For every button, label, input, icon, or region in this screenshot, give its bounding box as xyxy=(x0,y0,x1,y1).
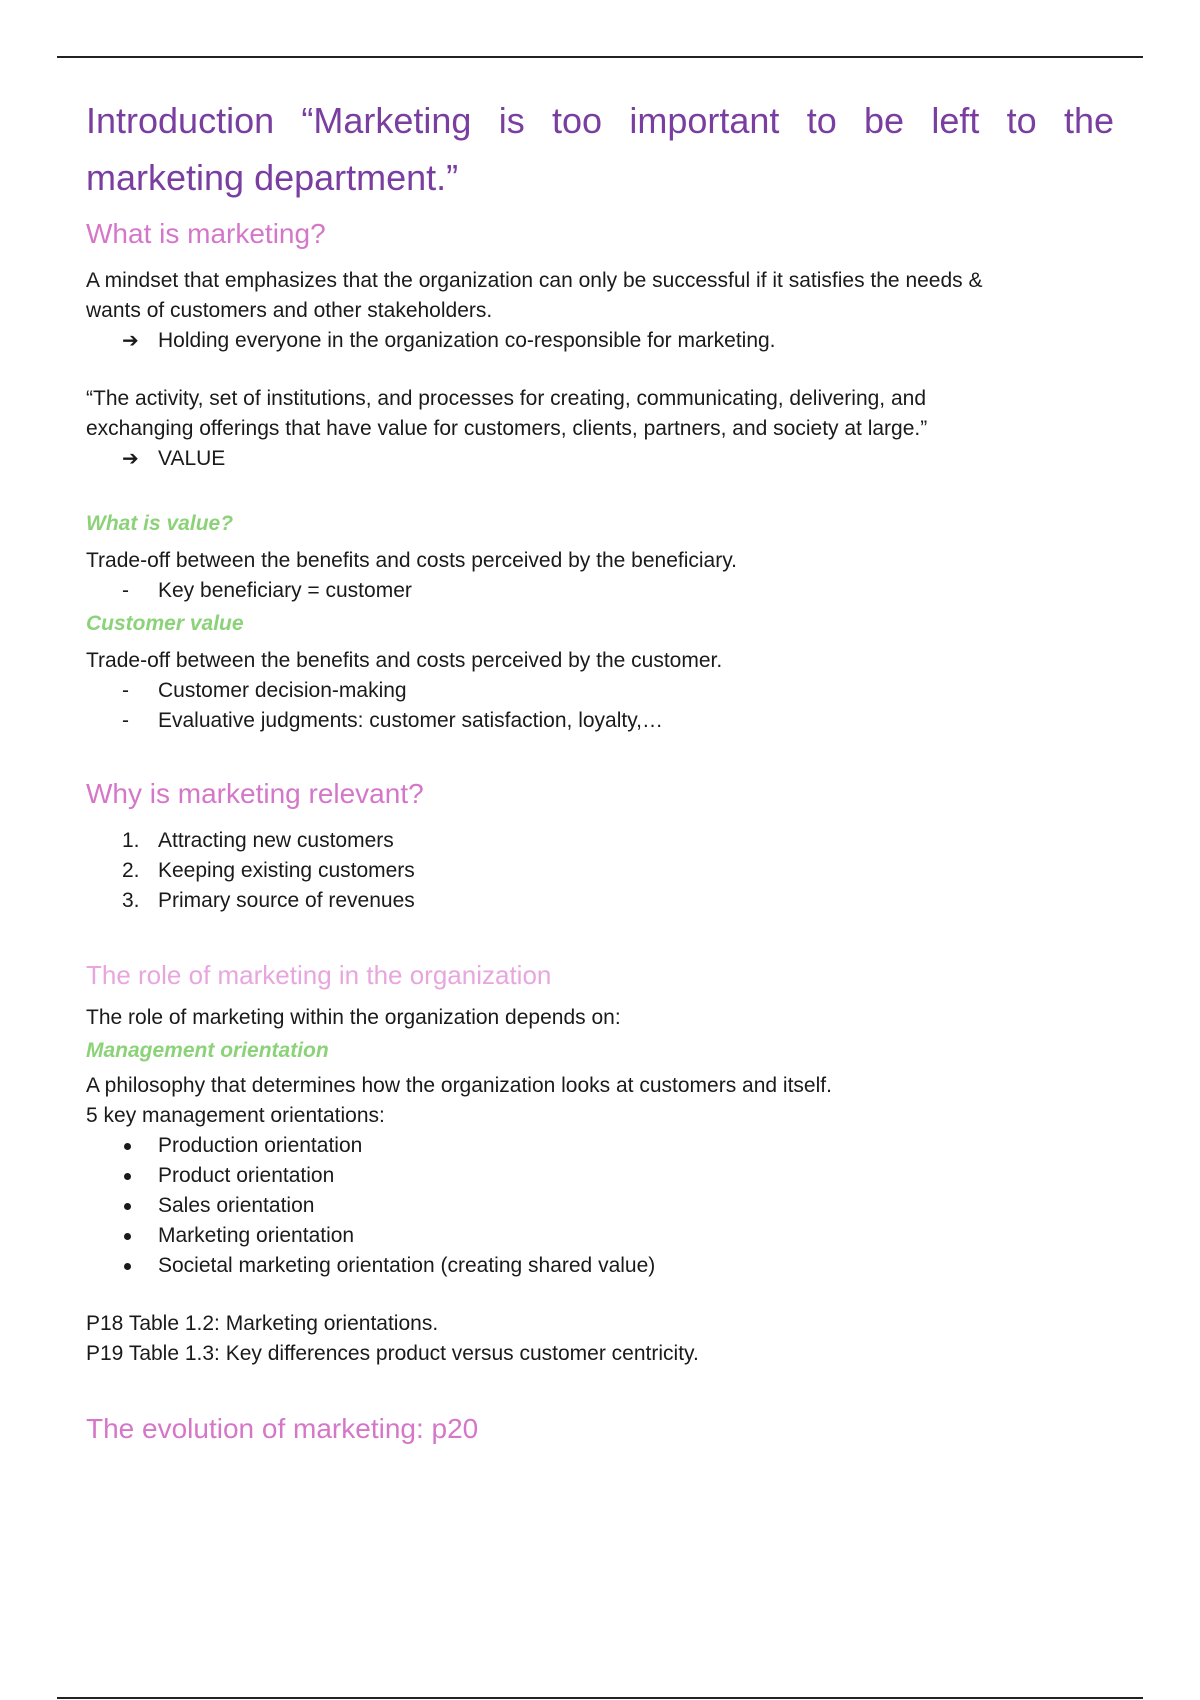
list-item-text: Evaluative judgments: customer satisfaction, loyalty,… xyxy=(158,709,663,732)
marketing-definition xyxy=(86,266,1114,356)
bullet-icon xyxy=(124,1263,131,1270)
heading-why-relevant: Why is marketing relevant? xyxy=(86,778,424,809)
top-rule xyxy=(57,56,1143,58)
list-item-text: Keeping existing customers xyxy=(158,859,415,882)
dash-marker: - xyxy=(122,679,129,702)
table-reference-2: P19 Table 1.3: Key differences product versus customer centricity. xyxy=(86,1342,699,1365)
list-item-text: Primary source of revenues xyxy=(158,889,415,912)
quote-line-2: exchanging offerings that have value for customers, clients, partners, and society at large.” xyxy=(86,417,928,440)
arrow-icon: ➔ xyxy=(122,330,139,352)
list-item-text: Customer decision-making xyxy=(158,679,407,702)
page-title xyxy=(86,92,1114,206)
list-item-text: Production orientation xyxy=(158,1134,363,1157)
quote-line-1: “The activity, set of institutions, and processes for creating, communicating, delivering, and xyxy=(86,387,927,410)
orientation-definition: A philosophy that determines how the organization looks at customers and itself. xyxy=(86,1074,832,1097)
bullet-icon xyxy=(124,1173,131,1180)
bottom-rule xyxy=(57,1697,1143,1699)
number-marker: 1. xyxy=(122,829,140,852)
list-item xyxy=(86,886,1114,916)
document-body xyxy=(86,92,1114,1445)
marketing-quote xyxy=(86,384,1114,474)
dash-marker: - xyxy=(122,709,129,732)
role-intro: The role of marketing within the organization depends on: xyxy=(86,1006,621,1029)
list-item xyxy=(86,826,1114,856)
list-item xyxy=(86,706,1114,736)
bullet-icon xyxy=(124,1203,131,1210)
value-list xyxy=(86,576,1114,606)
list-item xyxy=(86,1161,1114,1191)
bullet-icon xyxy=(124,1233,131,1240)
dash-marker: - xyxy=(122,579,129,602)
list-item xyxy=(86,576,1114,606)
arrow-point-coresponsible xyxy=(86,326,1114,356)
arrow-point-value xyxy=(86,444,1114,474)
list-item-text: Societal marketing orientation (creating shared value) xyxy=(158,1254,656,1277)
heading-customer-value: Customer value xyxy=(86,612,244,635)
heading-management-orientation: Management orientation xyxy=(86,1039,329,1062)
list-item xyxy=(86,1191,1114,1221)
heading-evolution: The evolution of marketing: p20 xyxy=(86,1413,479,1444)
mindset-text-line-1: A mindset that emphasizes that the organization can only be successful if it satisfies the needs & xyxy=(86,269,983,292)
heading-what-is-marketing: What is marketing? xyxy=(86,218,326,249)
list-item xyxy=(86,676,1114,706)
heading-what-is-value: What is value? xyxy=(86,512,234,535)
arrow-icon: ➔ xyxy=(122,448,139,470)
list-item-text: Sales orientation xyxy=(158,1194,315,1217)
page-title-line-2: marketing department.” xyxy=(86,157,459,198)
heading-role-of-marketing: The role of marketing in the organization xyxy=(86,960,552,990)
arrow-point-text: VALUE xyxy=(158,447,226,470)
list-item-text: Product orientation xyxy=(158,1164,335,1187)
page-title-line-1: Introduction “Marketing is too important to be left to the xyxy=(86,100,1114,141)
bullet-icon xyxy=(124,1143,131,1150)
number-marker: 2. xyxy=(122,859,140,882)
arrow-point-text: Holding everyone in the organization co-responsible for marketing. xyxy=(158,329,776,352)
orientation-list xyxy=(86,1131,1114,1281)
mindset-text-line-2: wants of customers and other stakeholders. xyxy=(86,299,493,322)
list-item xyxy=(86,1251,1114,1281)
value-definition: Trade-off between the benefits and costs perceived by the beneficiary. xyxy=(86,549,737,572)
orientation-count: 5 key management orientations: xyxy=(86,1104,385,1127)
customer-value-list xyxy=(86,676,1114,736)
list-item-text: Key beneficiary = customer xyxy=(158,579,412,602)
list-item xyxy=(86,1131,1114,1161)
list-item-text: Attracting new customers xyxy=(158,829,394,852)
why-relevant-list xyxy=(86,826,1114,916)
number-marker: 3. xyxy=(122,889,140,912)
table-reference-1: P18 Table 1.2: Marketing orientations. xyxy=(86,1312,439,1335)
list-item xyxy=(86,1221,1114,1251)
list-item-text: Marketing orientation xyxy=(158,1224,355,1247)
customer-value-definition: Trade-off between the benefits and costs perceived by the customer. xyxy=(86,649,723,672)
list-item xyxy=(86,856,1114,886)
